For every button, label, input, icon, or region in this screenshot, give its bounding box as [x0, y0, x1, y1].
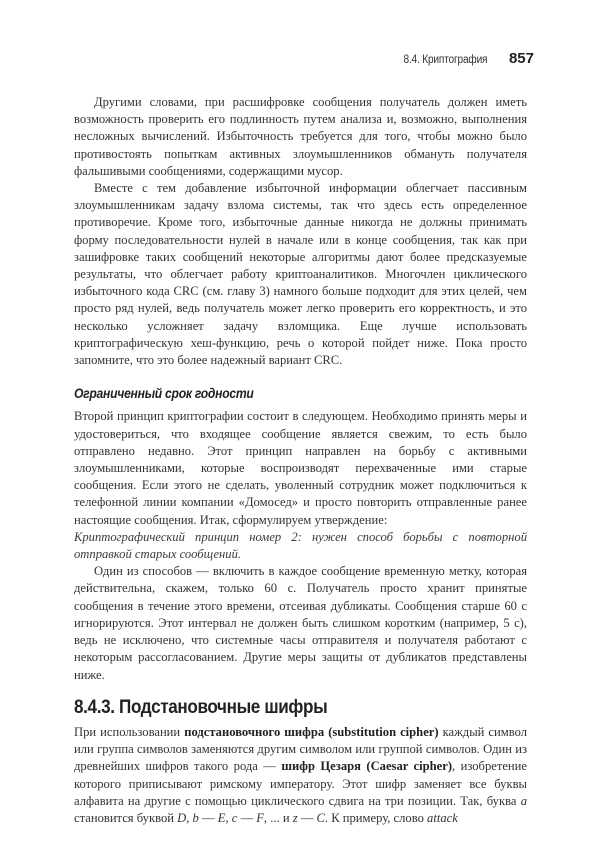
text-run: — — [297, 810, 317, 825]
page-number: 857 — [508, 50, 534, 67]
text-run: , ... и — [263, 810, 293, 825]
italic-letter: z — [292, 810, 298, 825]
subsection-heading: Ограниченный срок годности — [74, 386, 254, 402]
paragraph: Другими словами, при расшифровке сообщения получатель должен иметь возможность проверить его подлинность путем анализа и, возможно, выполнения несложных вычислений. Избыточность требуется для того, чтобы можно было противостоять попыткам активных злоумышленников обмануть получателя фальшивыми сообщениями, содержащими мусор. — [74, 95, 527, 178]
paragraph: Вместе с тем добавление избыточной информации облегчает пассивным злоумышленникам задачу взлома системы, так что здесь есть определенное противоречие. Кроме того, избыточные данные никогда не должны принимать форму последовательности нулей в начале или в конце сообщения, так как при зашифровке таких сообщений некоторые алгоритмы дают более предсказуемые результаты, что облегчает работу криптоаналитиков. Многочлен циклического избыточного кода CRC (см. главу 3) намного больше подходит для этих целей, чем просто ряд нулей, ведь получатель может легко проверить его корректность, и это несколько усложняет задачу взломщика. Еще лучше использовать криптографическую хеш-функцию, речь о которой пойдет ниже. Пока просто запомните, что это более надежный вариант CRC. — [74, 181, 527, 368]
text-run: , — [186, 810, 193, 825]
text-run: При использовании — [74, 724, 185, 739]
paragraph — [74, 724, 527, 827]
principle-statement: Криптографический принцип номер 2: нужен способ борьбы с повторной отправкой старых сообщений. — [74, 529, 527, 562]
italic-letter: c — [231, 810, 238, 825]
italic-letter: a — [520, 793, 527, 808]
running-head-section: 8.4. Криптография — [403, 54, 487, 66]
italic-letter: C — [316, 810, 325, 825]
text-run: . К примеру, слово — [324, 810, 428, 825]
page-body — [74, 94, 527, 827]
italic-letter: F — [256, 810, 264, 825]
paragraph: Один из способов — включить в каждое сообщение временную метку, которая действительна, скажем, только 60 с. Получатель просто хранит принятые сообщения в течение этого времени, отсеивая дубликаты. Сообщения старше 60 с игнорируются. Этот интервал не должен быть слишком коротким (например, 5 с), ведь не исключено, что системные часы отправителя и получателя работают с некоторым рассогласованием. Другие меры защиты от дубликатов представлены ниже. — [74, 564, 527, 682]
term-substitution-cipher: подстановочного шифра (substitution cipher) — [184, 724, 439, 739]
text-run: каждый символ или группа символов заменяются другим символом или группой символов. Один из древнейших шифров такого рода — — [74, 724, 527, 774]
text-run: становится буквой — [74, 810, 178, 825]
italic-letter: E — [217, 810, 226, 825]
text-run: , — [225, 810, 232, 825]
italic-letter: D — [177, 810, 187, 825]
paragraph: Второй принцип криптографии состоит в следующем. Необходимо принять меры и удостовериться, что входящее сообщение является свежим, то есть было отправлено недавно. Этот принцип направлен на борьбу с активными злоумышленниками, которые воспроизводят перехваченные ими старые сообщения. Если этого не сделать, уволенный сотрудник может подключиться к телефонной линии компании «Домосед» и просто повторить отправленные ранее настоящие сообщения. Итак, сформулируем утверждение: — [74, 409, 527, 527]
term-caesar-cipher: шифр Цезаря (Caesar cipher) — [281, 759, 453, 774]
section-heading: 8.4.3. Подстановочные шифры — [74, 696, 328, 718]
italic-word: attack — [427, 810, 458, 825]
text-run: — — [237, 810, 257, 825]
text-run: , изобретение которого приписывают римскому императору. Этот шифр заменяет все буквы алфавита на другие с помощью циклического сдвига на три позиции. Так, буква — [74, 759, 527, 808]
italic-letter: b — [192, 810, 199, 825]
running-head — [392, 50, 534, 70]
text-run: — — [198, 810, 218, 825]
